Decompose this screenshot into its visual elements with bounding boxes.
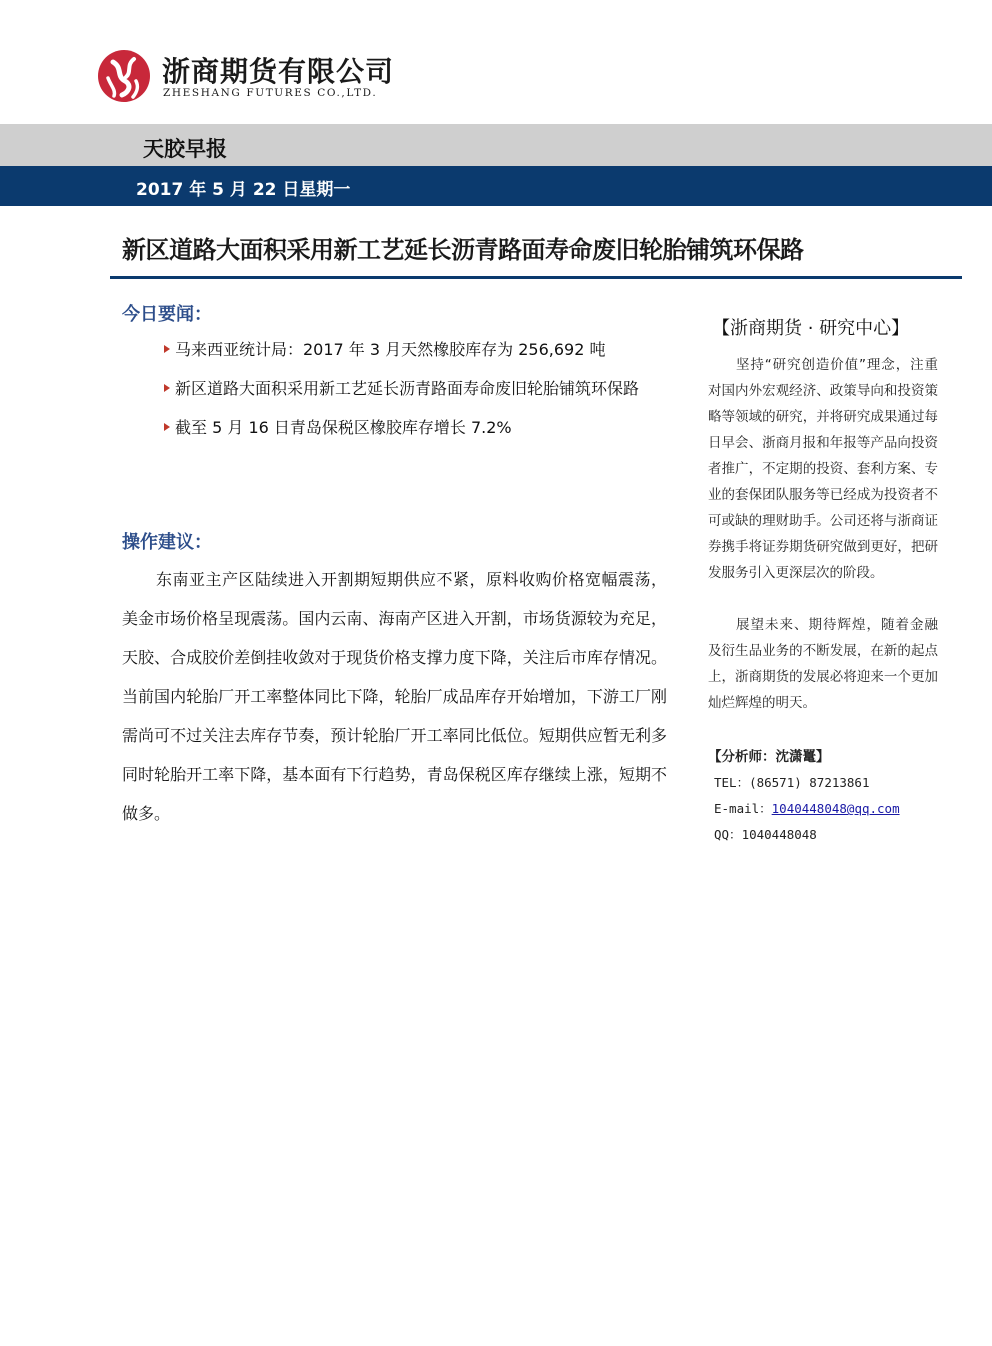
- company-name-cn: 浙商期货有限公司: [162, 55, 395, 88]
- list-item: [122, 369, 667, 408]
- analyst-name: 【分析师：沈潇鼍】: [708, 749, 830, 765]
- list-item: [122, 408, 667, 447]
- report-date-band: [0, 166, 992, 206]
- research-center-outlook: 展望未来、期待辉煌，随着金融及衍生品业务的不断发展，在新的起点上，浙商期货的发展必将迎来一个更加灿烂辉煌的明天。: [708, 617, 938, 711]
- news-item-text: 马来西亚统计局：2017 年 3 月天然橡胶库存为 256,692 吨: [175, 340, 606, 359]
- qq-label: QQ：: [714, 827, 742, 842]
- research-center-title: 【浙商期货 · 研究中心】: [712, 318, 910, 339]
- analyst-tel: [714, 773, 870, 791]
- email-link[interactable]: 1040448048@qq.com: [771, 801, 900, 816]
- advice-heading: 操作建议：: [122, 532, 212, 553]
- page-headline: 新区道路大面积采用新工艺延长沥青路面寿命废旧轮胎铺筑环保路: [122, 236, 804, 264]
- today-news-list: [122, 330, 667, 447]
- bullet-arrow-icon: [164, 384, 170, 392]
- headline-divider: [110, 276, 962, 279]
- bullet-arrow-icon: [164, 345, 170, 353]
- analyst-email: [714, 799, 900, 817]
- email-label: E-mail：: [714, 801, 772, 816]
- report-name: 天胶早报: [143, 137, 227, 161]
- company-logo-icon: [96, 48, 152, 104]
- tel-value: (86571) 87213861: [749, 775, 870, 790]
- advice-body: 东南亚主产区陆续进入开割期短期供应不紧，原料收购价格宽幅震荡，美金市场价格呈现震荡。国内云南、海南产区进入开割，市场货源较为充足，天胶、合成胶价差倒挂收敛对于现货价格支撑力度下降，关注后市库存情况。当前国内轮胎厂开工率整体同比下降，轮胎厂成品库存开始增加，下游工厂刚需尚可不过关注去库存节奏，预计轮胎厂开工率同比低位。短期供应暂无利多同时轮胎开工率下降，基本面有下行趋势，青岛保税区库存继续上涨，短期不做多。: [122, 570, 667, 823]
- report-date: 2017 年 5 月 22 日星期一: [136, 180, 351, 200]
- report-name-band: [0, 124, 992, 166]
- company-name-en: ZHESHANG FUTURES CO.,LTD.: [163, 87, 378, 99]
- tel-label: TEL：: [714, 775, 750, 790]
- today-news-heading: 今日要闻：: [122, 304, 212, 325]
- news-item-text: 截至 5 月 16 日青岛保税区橡胶库存增长 7.2%: [175, 418, 512, 437]
- qq-value: 1040448048: [741, 827, 817, 842]
- bullet-arrow-icon: [164, 423, 170, 431]
- list-item: [122, 330, 667, 369]
- analyst-qq: [714, 825, 817, 843]
- research-center-intro: 坚持“研究创造价值”理念，注重对国内外宏观经济、政策导向和投资策略等领域的研究，并将研究成果通过每日早会、浙商月报和年报等产品向投资者推广，不定期的投资、套利方案、专业的套保团队服务等已经成为投资者不可或缺的理财助手。公司还将与浙商证券携手将证券期货研究做到更好，把研发服务引入更深层次的阶段。: [708, 357, 938, 581]
- news-item-text: 新区道路大面积采用新工艺延长沥青路面寿命废旧轮胎铺筑环保路: [175, 379, 640, 398]
